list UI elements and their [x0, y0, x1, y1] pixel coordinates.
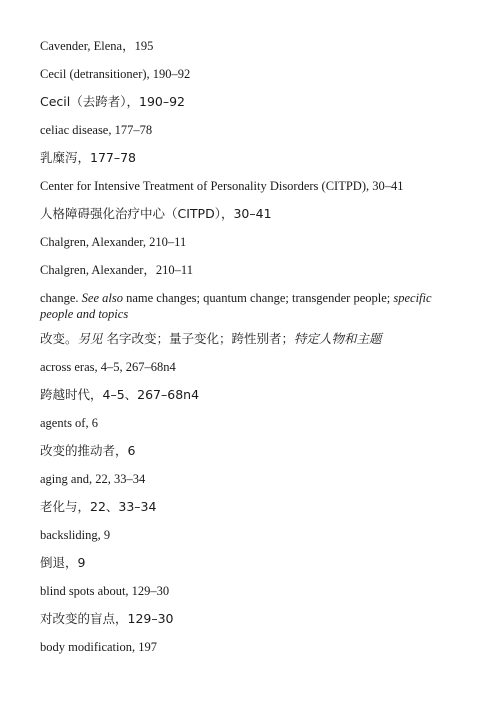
- entry-text-italic: specific people and topics: [40, 291, 432, 321]
- index-entry: aging and, 22, 33–34: [40, 472, 146, 486]
- entry-text: name changes; quantum change; transgender people;: [122, 291, 394, 305]
- index-entry: Chalgren, Alexander, 210–11: [40, 235, 187, 249]
- index-entry: agents of, 6: [40, 416, 98, 430]
- index-entry-change-zh: [40, 331, 460, 347]
- index-entry: backsliding, 9: [40, 528, 111, 542]
- index-entry: 老化与，22、33–34: [40, 499, 157, 514]
- index-entry: across eras, 4–5, 267–68n4: [40, 360, 176, 374]
- index-entry: Cecil (detransitioner), 190–92: [40, 67, 191, 81]
- index-entry: 倒退，9: [40, 555, 86, 570]
- index-entry: 跨越时代，4–5、267–68n4: [40, 387, 200, 402]
- index-entry: blind spots about, 129–30: [40, 584, 170, 598]
- index-entry: 人格障碍强化治疗中心（CITPD），30–41: [40, 206, 272, 221]
- entry-text-italic: 特定人物和主题: [294, 331, 382, 346]
- see-also-label: See also: [81, 291, 123, 305]
- index-entry: 对改变的盲点，129–30: [40, 611, 174, 626]
- see-also-label: 另见: [77, 331, 103, 346]
- index-entry: celiac disease, 177–78: [40, 123, 153, 137]
- entry-text: 名字改变；量子变化；跨性别者；: [102, 331, 295, 346]
- index-entry: Chalgren, Alexander，210–11: [40, 263, 193, 277]
- index-entry: Center for Intensive Treatment of Personality Disorders (CITPD), 30–41: [40, 179, 404, 193]
- index-entry: 改变的推动者，6: [40, 443, 136, 458]
- index-entry: Cecil（去跨者），190–92: [40, 94, 186, 109]
- index-entry: Cavender, Elena，195: [40, 39, 154, 53]
- entry-text: 改变。: [40, 331, 78, 346]
- index-entry: body modification, 197: [40, 640, 157, 654]
- index-entry-change: [40, 290, 460, 322]
- entry-text: change.: [40, 291, 82, 305]
- index-entry: 乳糜泻，177–78: [40, 150, 137, 165]
